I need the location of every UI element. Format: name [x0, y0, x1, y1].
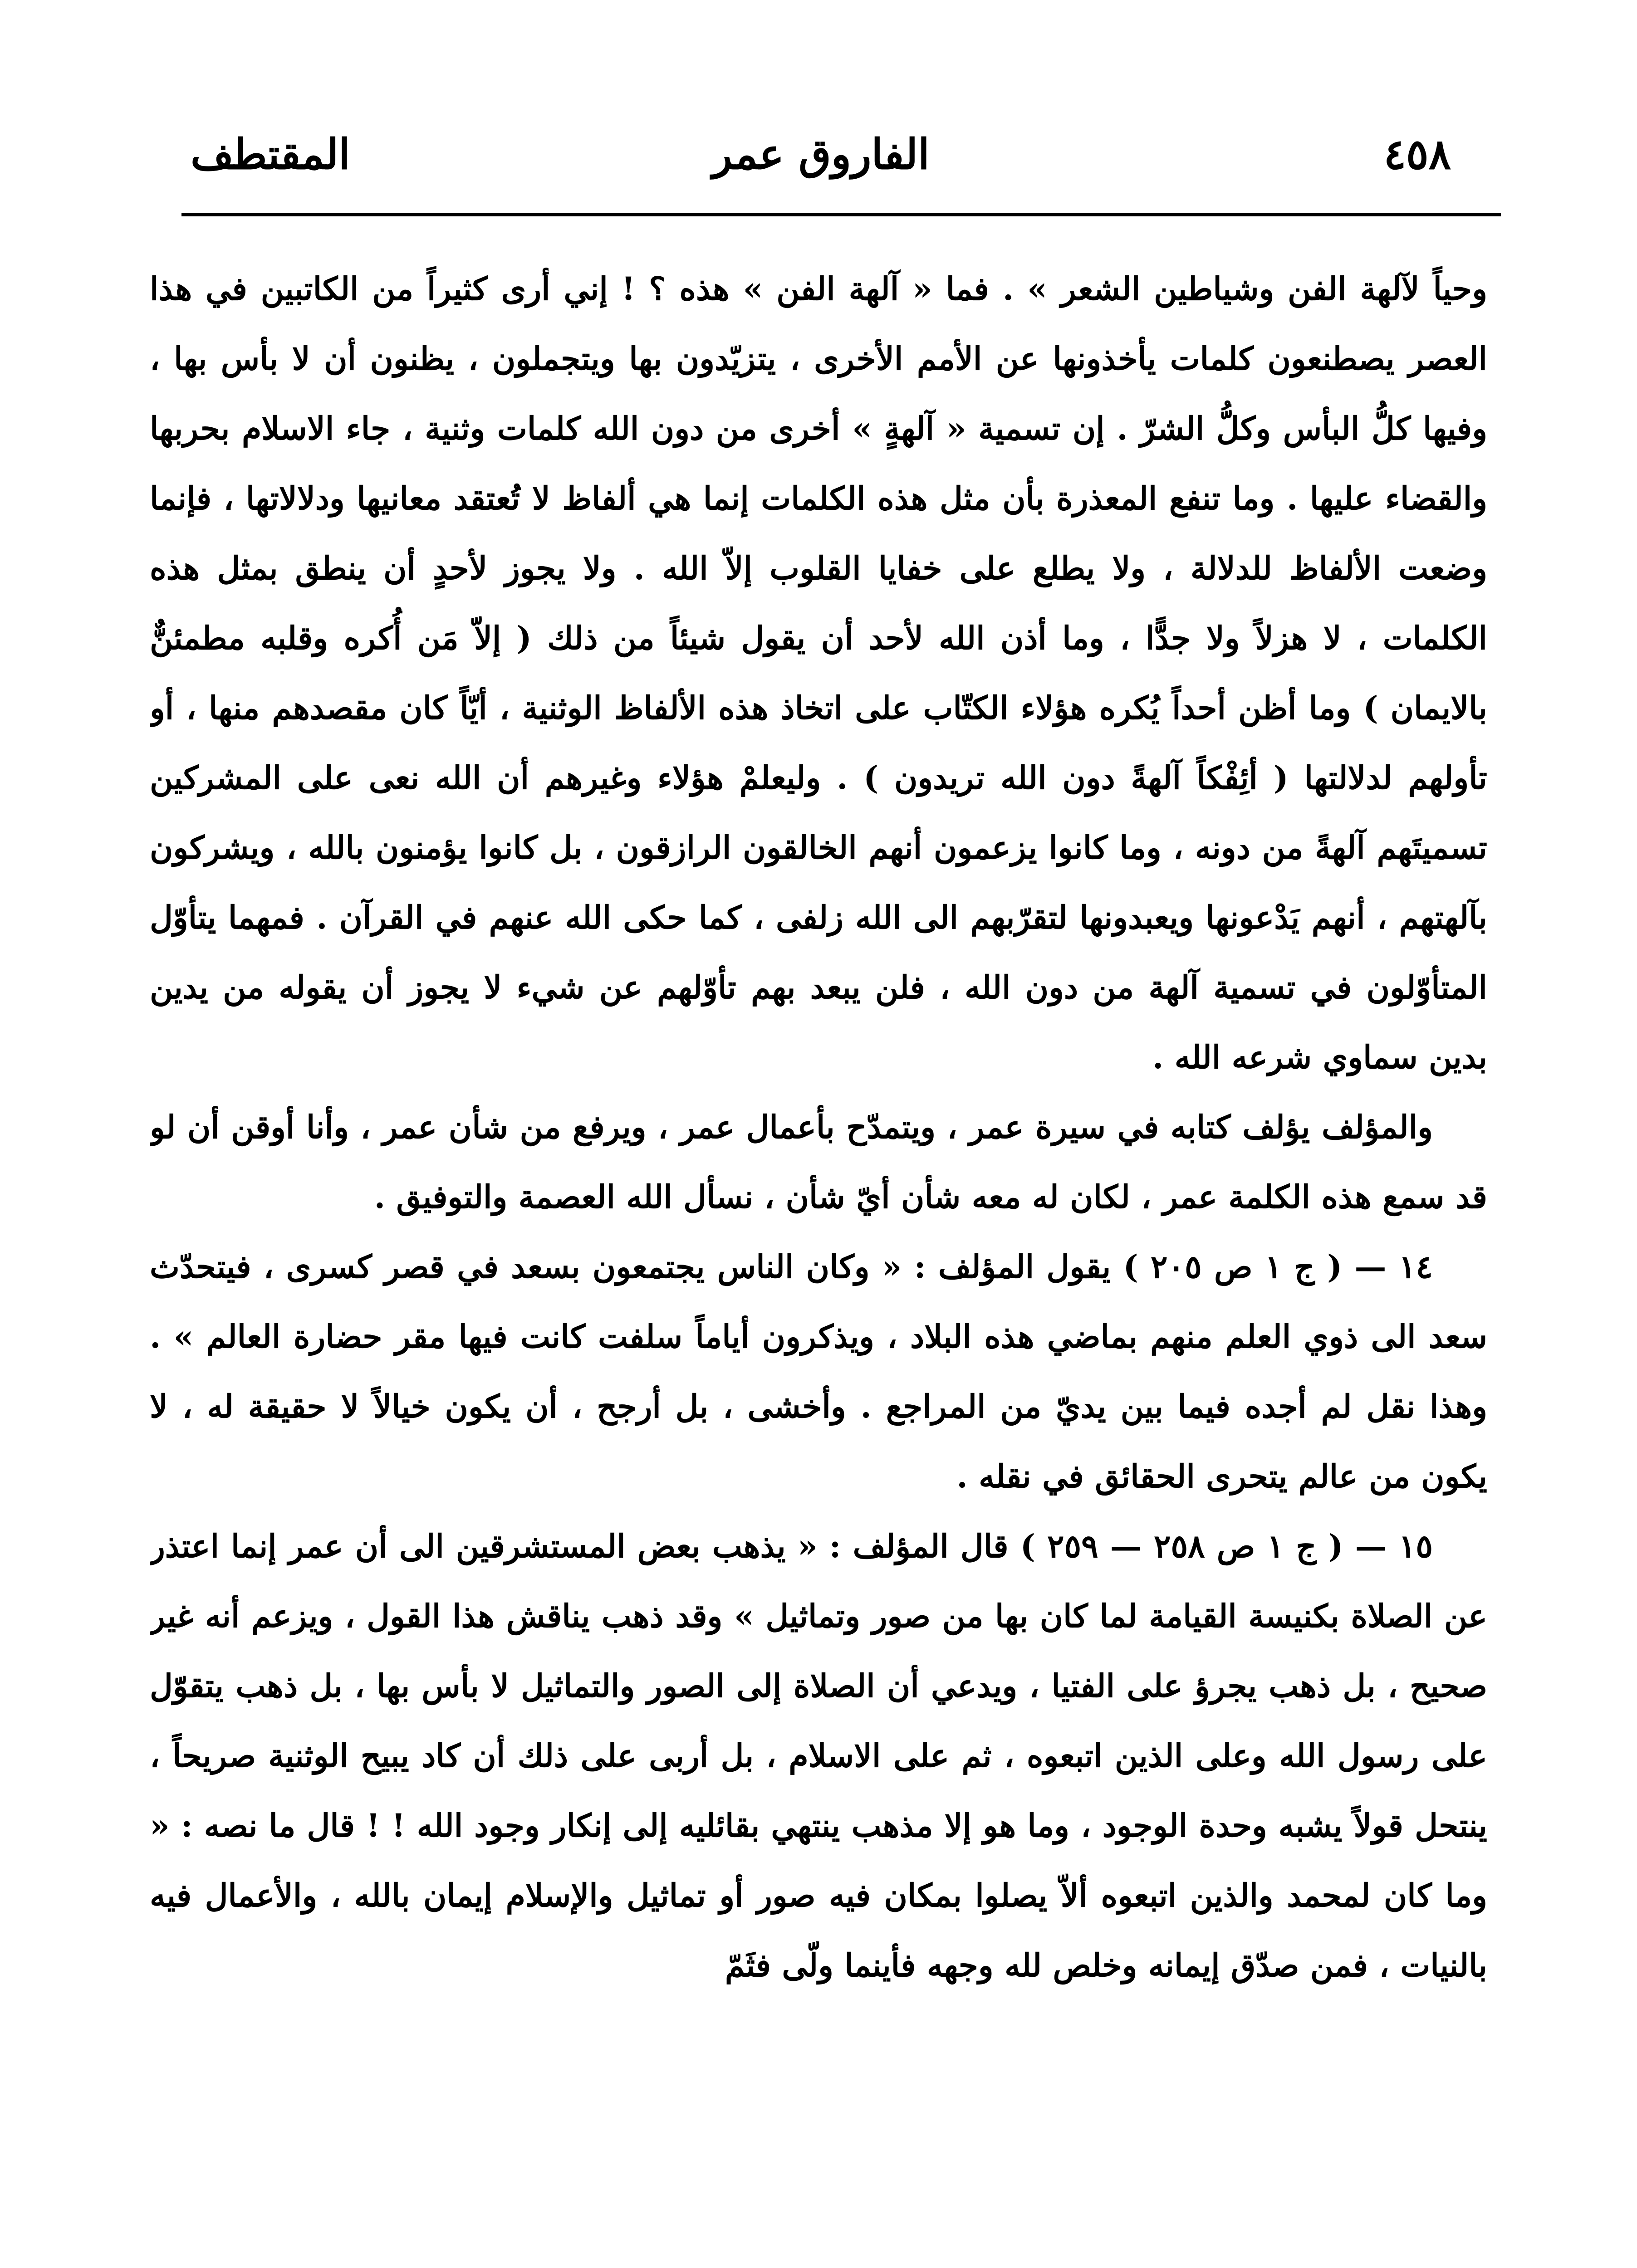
- page-number: ٤٥٨: [1383, 130, 1451, 179]
- paragraph-1: وحياً لآلهة الفن وشياطين الشعر » . فما « آلهة الفن » هذه ؟ ! إني أرى كثيراً من الكاتبين في هذا العصر يصطنعون كلمات يأخذونها عن الأمم الأخرى ، يتزيّدون بها ويتجملون ، يظنون أن لا بأس بها ، وفيها كلُّ البأس وكلُّ الشرّ . إن تسمية « آلهةٍ » أخرى من دون الله كلمات وثنية ، جاء الاسلام بحربها والقضاء عليها . وما تنفع المعذرة بأن مثل هذه الكلمات إنما هي ألفاظ لا تُعتقد معانيها ودلالاتها ، فإنما وضعت الألفاظ للدلالة ، ولا يطلع على خفايا القلوب إلاّ الله . ولا يجوز لأحدٍ أن ينطق بمثل هذه الكلمات ، لا هزلاً ولا جدًّا ، وما أذن الله لأحد أن يقول شيئاً من ذلك ( إلاّ مَن أُكره وقلبه مطمئنٌّ بالايمان ) وما أظن أحداً يُكره هؤلاء الكتّاب على اتخاذ هذه الألفاظ الوثنية ، أيّاً كان مقصدهم منها ، أو تأولهم لدلالتها ( أئِفْكاً آلهةً دون الله تريدون ) . وليعلمْ هؤلاء وغيرهم أن الله نعى على المشركين تسميتَهم آلهةً من دونه ، وما كانوا يزعمون أنهم الخالقون الرازقون ، بل كانوا يؤمنون بالله ، ويشركون بآلهتهم ، أنهم يَدْعونها ويعبدونها لتقرّبهم الى الله زلفى ، كما حكى الله عنهم في القرآن . فمهما يتأوّل المتأوّلون في تسمية آلهة من دون الله ، فلن يبعد بهم تأوّلهم عن شيء لا يجوز أن يقوله من يدين بدين سماوي شرعه الله .: [150, 270, 1487, 1076]
- running-title: الفاروق عمر: [712, 130, 930, 179]
- paragraph-2: والمؤلف يؤلف كتابه في سيرة عمر ، ويتمدّح بأعمال عمر ، ويرفع من شأن عمر ، وأنا أوقن أن لو قد سمع هذه الكلمة عمر ، لكان له معه شأن أيّ شأن ، نسأل الله العصمة والتوفيق .: [150, 1108, 1487, 1216]
- header-rule: [181, 213, 1501, 216]
- paragraph-3: ١٤ — ( ج ١ ص ٢٠٥ ) يقول المؤلف : « وكان الناس يجتمعون بسعد في قصر كسرى ، فيتحدّث سعد الى ذوي العلم منهم بماضي هذه البلاد ، ويذكرون أياماً سلفت كانت فيها مقر حضارة العالم » . وهذا نقل لم أجده فيما بين يديّ من المراجع . وأخشى ، بل أرجح ، أن يكون خيالاً لا حقيقة له ، لا يكون من عالم يتحرى الحقائق في نقله .: [150, 1248, 1487, 1495]
- journal-name: المقتطف: [191, 130, 350, 179]
- page-body: [150, 254, 1487, 2268]
- paragraph-4: ١٥ — ( ج ١ ص ٢٥٨ — ٢٥٩ ) قال المؤلف : « يذهب بعض المستشرقين الى أن عمر إنما اعتذر عن الصلاة بكنيسة القيامة لما كان بها من صور وتماثيل » وقد ذهب يناقش هذا القول ، ويزعم أنه غير صحيح ، بل ذهب يجرؤ على الفتيا ، ويدعي أن الصلاة إلى الصور والتماثيل لا بأس بها ، بل ذهب يتقوّل على رسول الله وعلى الذين اتبعوه ، ثم على الاسلام ، بل أربى على ذلك أن كاد يبيح الوثنية صريحاً ، ينتحل قولاً يشبه وحدة الوجود ، وما هو إلا مذهب ينتهي بقائليه إلى إنكار وجود الله ! ! قال ما نصه : « وما كان لمحمد والذين اتبعوه ألاّ يصلوا بمكان فيه صور أو تماثيل والإسلام إيمان بالله ، والأعمال فيه بالنيات ، فمن صدّق إيمانه وخلص لله وجهه فأينما ولّى فثَمّ: [150, 1527, 1487, 1984]
- page-header: [191, 122, 1451, 186]
